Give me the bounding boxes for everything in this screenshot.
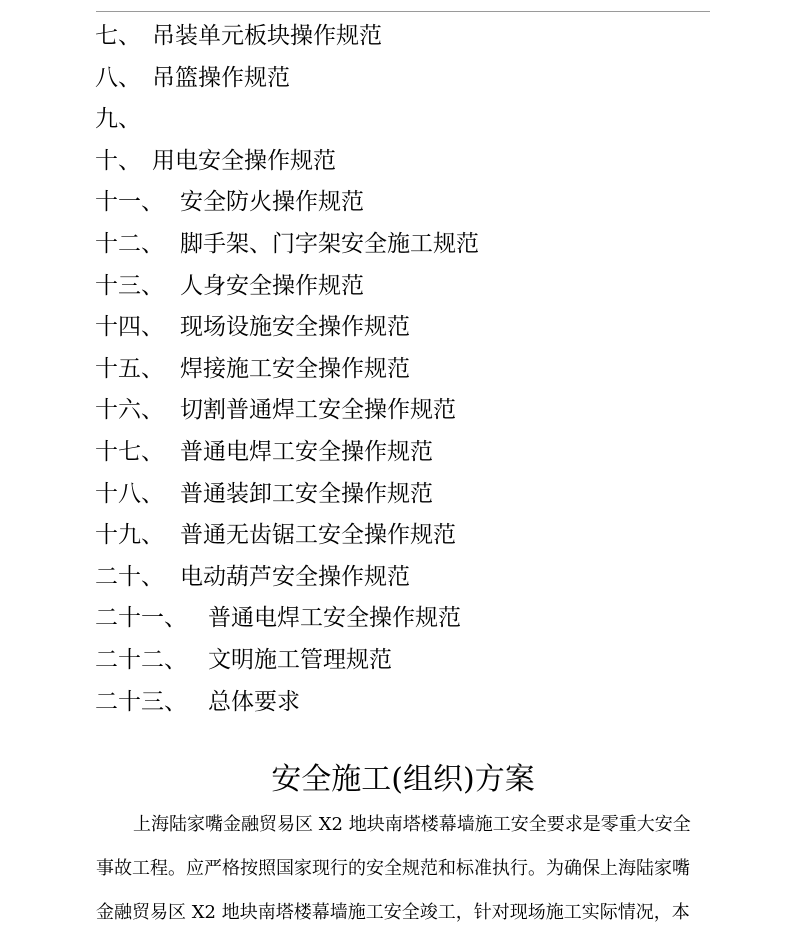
toc-item <box>95 16 735 58</box>
toc-item-title: 普通电焊工安全操作规范 <box>208 605 461 632</box>
toc-item <box>95 598 735 640</box>
toc-item-title: 电动葫芦安全操作规范 <box>180 563 410 590</box>
toc-item-number: 十六、 <box>95 397 164 424</box>
toc-item <box>95 182 735 224</box>
table-of-contents <box>95 16 735 723</box>
toc-item-title: 切割普通焊工安全操作规范 <box>180 397 456 424</box>
toc-item <box>95 682 735 724</box>
toc-item <box>95 640 735 682</box>
toc-item-title: 人身安全操作规范 <box>180 272 364 299</box>
toc-item <box>95 515 735 557</box>
body-line: 金融贸易区 X2 地块南塔楼幕墙施工安全竣工，针对现场施工实际情况，本 <box>96 902 690 923</box>
toc-item <box>95 432 735 474</box>
toc-item-number: 二十一、 <box>95 605 187 632</box>
toc-item <box>95 474 735 516</box>
toc-item <box>95 99 735 141</box>
document-title: 安全施工(组织)方案 <box>271 762 535 797</box>
toc-item-title: 用电安全操作规范 <box>152 147 336 174</box>
toc-item-number: 十九、 <box>95 522 164 549</box>
toc-item-title: 普通电焊工安全操作规范 <box>180 438 433 465</box>
toc-item-number: 七、 <box>95 23 141 49</box>
toc-item-number: 十七、 <box>95 438 164 465</box>
toc-item-number: 十三、 <box>95 272 164 299</box>
toc-item <box>95 224 735 266</box>
toc-item-title: 普通无齿锯工安全操作规范 <box>180 522 456 549</box>
toc-item-title: 吊装单元板块操作规范 <box>152 23 382 49</box>
toc-item-number: 八、 <box>95 64 141 91</box>
toc-item-number: 十八、 <box>95 480 164 507</box>
toc-item <box>95 266 735 308</box>
toc-item <box>95 349 735 391</box>
toc-item-title: 普通装卸工安全操作规范 <box>180 480 433 507</box>
toc-item-number: 十四、 <box>95 314 164 341</box>
toc-item-number: 十二、 <box>95 230 164 257</box>
toc-item <box>95 58 735 100</box>
header-rule <box>96 11 710 12</box>
toc-item-number: 九、 <box>95 106 141 133</box>
toc-item-title: 焊接施工安全操作规范 <box>180 355 410 382</box>
toc-item-number: 二十二、 <box>95 646 187 673</box>
toc-item <box>95 557 735 599</box>
toc-item <box>95 307 735 349</box>
toc-item-number: 十、 <box>95 147 141 174</box>
toc-item-number: 二十、 <box>95 563 164 590</box>
toc-item-title: 吊篮操作规范 <box>152 64 290 91</box>
body-line: 事故工程。应严格按照国家现行的安全规范和标准执行。为确保上海陆家嘴 <box>96 858 690 879</box>
toc-item <box>95 390 735 432</box>
toc-item-title: 文明施工管理规范 <box>208 646 392 673</box>
toc-item-title: 脚手架、门字架安全施工规范 <box>180 230 479 257</box>
toc-item <box>95 141 735 183</box>
toc-item-title: 现场设施安全操作规范 <box>180 314 410 341</box>
toc-item-number: 二十三、 <box>95 688 187 715</box>
toc-item-number: 十一、 <box>95 189 164 216</box>
toc-item-title: 安全防火操作规范 <box>180 189 364 216</box>
toc-item-number: 十五、 <box>95 355 164 382</box>
toc-item-title: 总体要求 <box>208 688 300 715</box>
body-line: 上海陆家嘴金融贸易区 X2 地块南塔楼幕墙施工安全要求是零重大安全 <box>133 814 691 835</box>
document-body <box>96 803 716 935</box>
